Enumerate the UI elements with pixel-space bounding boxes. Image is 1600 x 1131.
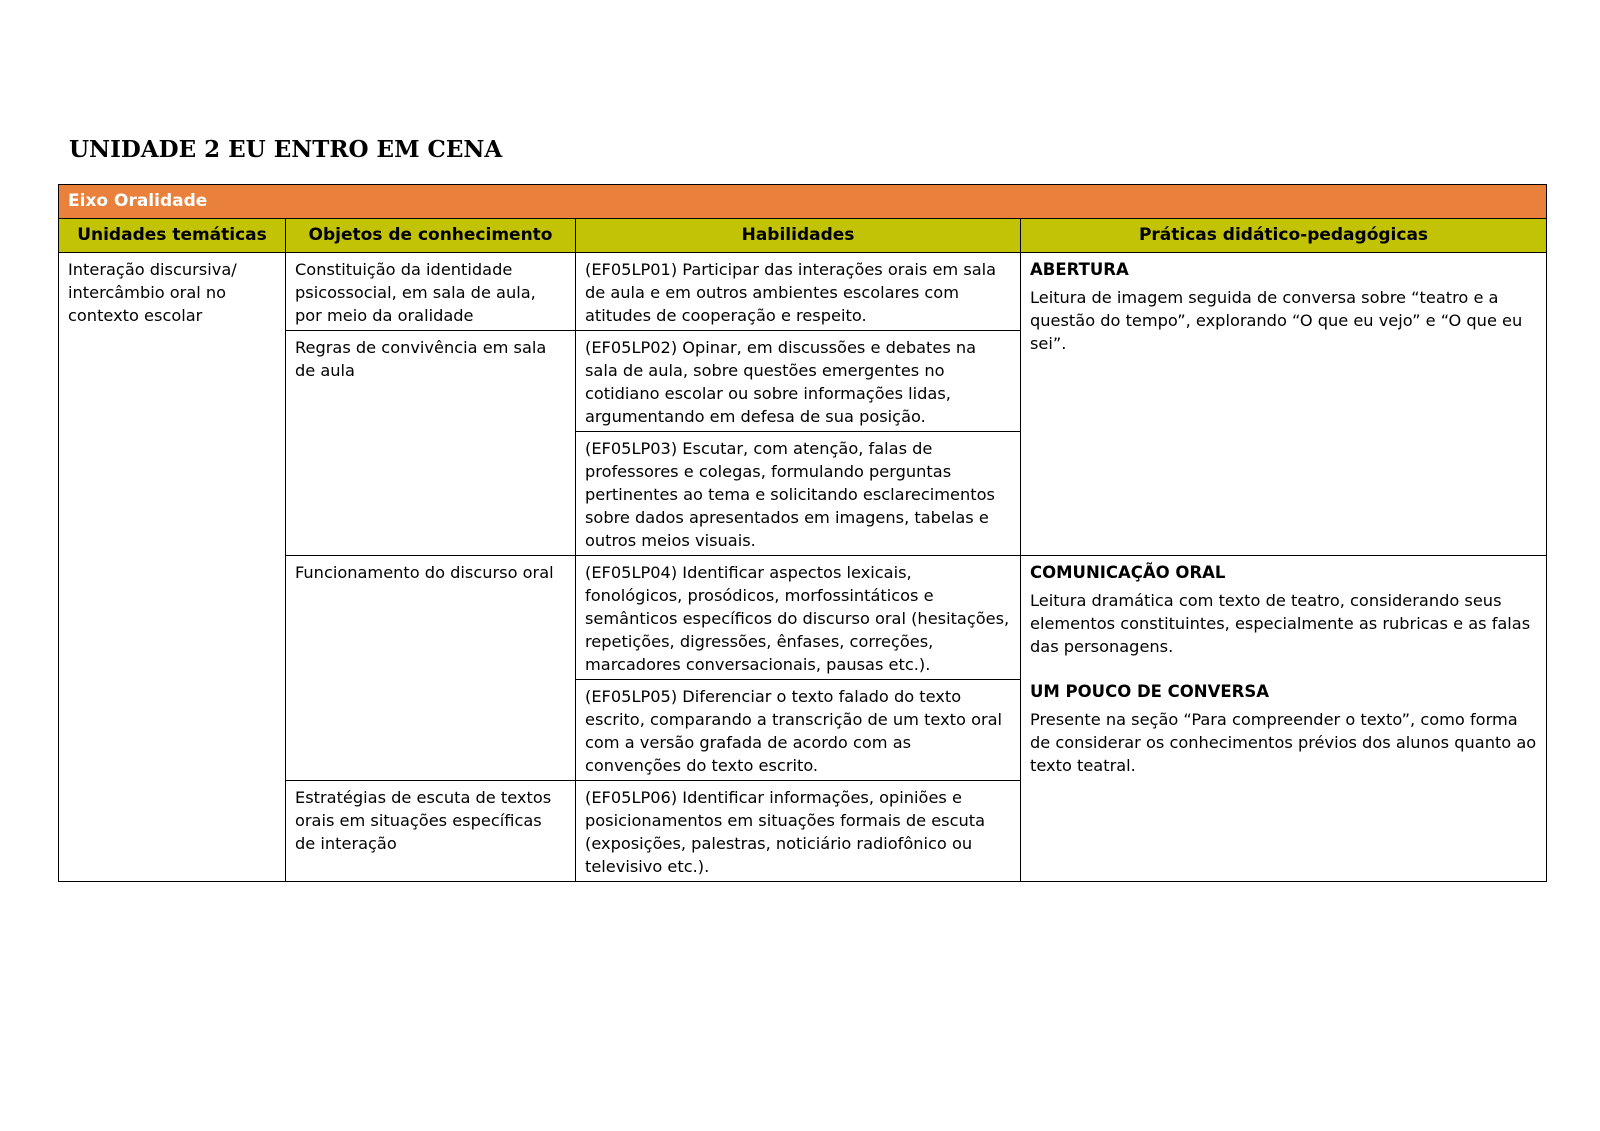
header-unidades-tematicas: Unidades temáticas bbox=[59, 219, 286, 253]
objeto-cell: Regras de convivência em sala de aula bbox=[286, 331, 576, 556]
unidade-tematica-cell: Interação discursiva/ intercâmbio oral no contexto escolar bbox=[59, 253, 286, 882]
abertura-heading: ABERTURA bbox=[1030, 260, 1129, 279]
pratica-abertura-cell bbox=[1021, 253, 1547, 556]
habilidade-cell: (EF05LP01) Participar das interações orais em sala de aula e em outros ambientes escolares com atitudes de cooperação e respeito. bbox=[576, 253, 1021, 331]
spacer bbox=[1030, 658, 1537, 680]
habilidade-cell: (EF05LP03) Escutar, com atenção, falas de professores e colegas, formulando perguntas pertinentes ao tema e solicitando esclarecimentos sobre dados apresentados em imagens, tabelas e outros meios visuais. bbox=[576, 432, 1021, 556]
header-praticas: Práticas didático-pedagógicas bbox=[1021, 219, 1547, 253]
habilidade-cell: (EF05LP04) Identificar aspectos lexicais, fonológicos, prosódicos, morfossintáticos e semânticos específicos do discurso oral (hesitações, repetições, digressões, ênfases, correções, marcadores conversacionais, pausas etc.). bbox=[576, 556, 1021, 680]
habilidade-cell: (EF05LP02) Opinar, em discussões e debates na sala de aula, sobre questões emergentes no cotidiano escolar ou sobre informações lidas, argumentando em defesa de sua posição. bbox=[576, 331, 1021, 432]
axis-header: Eixo Oralidade bbox=[59, 185, 1547, 219]
habilidade-cell: (EF05LP05) Diferenciar o texto falado do texto escrito, comparando a transcrição de um texto oral com a versão grafada de acordo com as convenções do texto escrito. bbox=[576, 680, 1021, 781]
header-objetos-de-conhecimento: Objetos de conhecimento bbox=[286, 219, 576, 253]
abertura-text: Leitura de imagem seguida de conversa sobre “teatro e a questão do tempo”, explorando “O que eu vejo” e “O que eu sei”. bbox=[1030, 288, 1523, 353]
page-title: UNIDADE 2 EU ENTRO EM CENA bbox=[69, 136, 503, 163]
column-header-row bbox=[59, 219, 1547, 253]
comunicacao-oral-text: Leitura dramática com texto de teatro, considerando seus elementos constituintes, especialmente as rubricas e as falas das personagens. bbox=[1030, 591, 1531, 656]
curriculum-table bbox=[58, 184, 1547, 882]
objeto-cell: Funcionamento do discurso oral bbox=[286, 556, 576, 781]
axis-row bbox=[59, 185, 1547, 219]
header-habilidades: Habilidades bbox=[576, 219, 1021, 253]
objeto-cell: Constituição da identidade psicossocial, em sala de aula, por meio da oralidade bbox=[286, 253, 576, 331]
um-pouco-de-conversa-text: Presente na seção “Para compreender o texto”, como forma de considerar os conhecimentos prévios dos alunos quanto ao texto teatral. bbox=[1030, 710, 1537, 775]
habilidade-cell: (EF05LP06) Identificar informações, opiniões e posicionamentos em situações formais de escuta (exposições, palestras, noticiário radiofônico ou televisivo etc.). bbox=[576, 781, 1021, 882]
table-row bbox=[59, 253, 1547, 331]
comunicacao-oral-heading: COMUNICAÇÃO ORAL bbox=[1030, 563, 1226, 582]
um-pouco-de-conversa-heading: UM POUCO DE CONVERSA bbox=[1030, 682, 1270, 701]
pratica-comunicacao-cell bbox=[1021, 556, 1547, 882]
objeto-cell: Estratégias de escuta de textos orais em situações específicas de interação bbox=[286, 781, 576, 882]
